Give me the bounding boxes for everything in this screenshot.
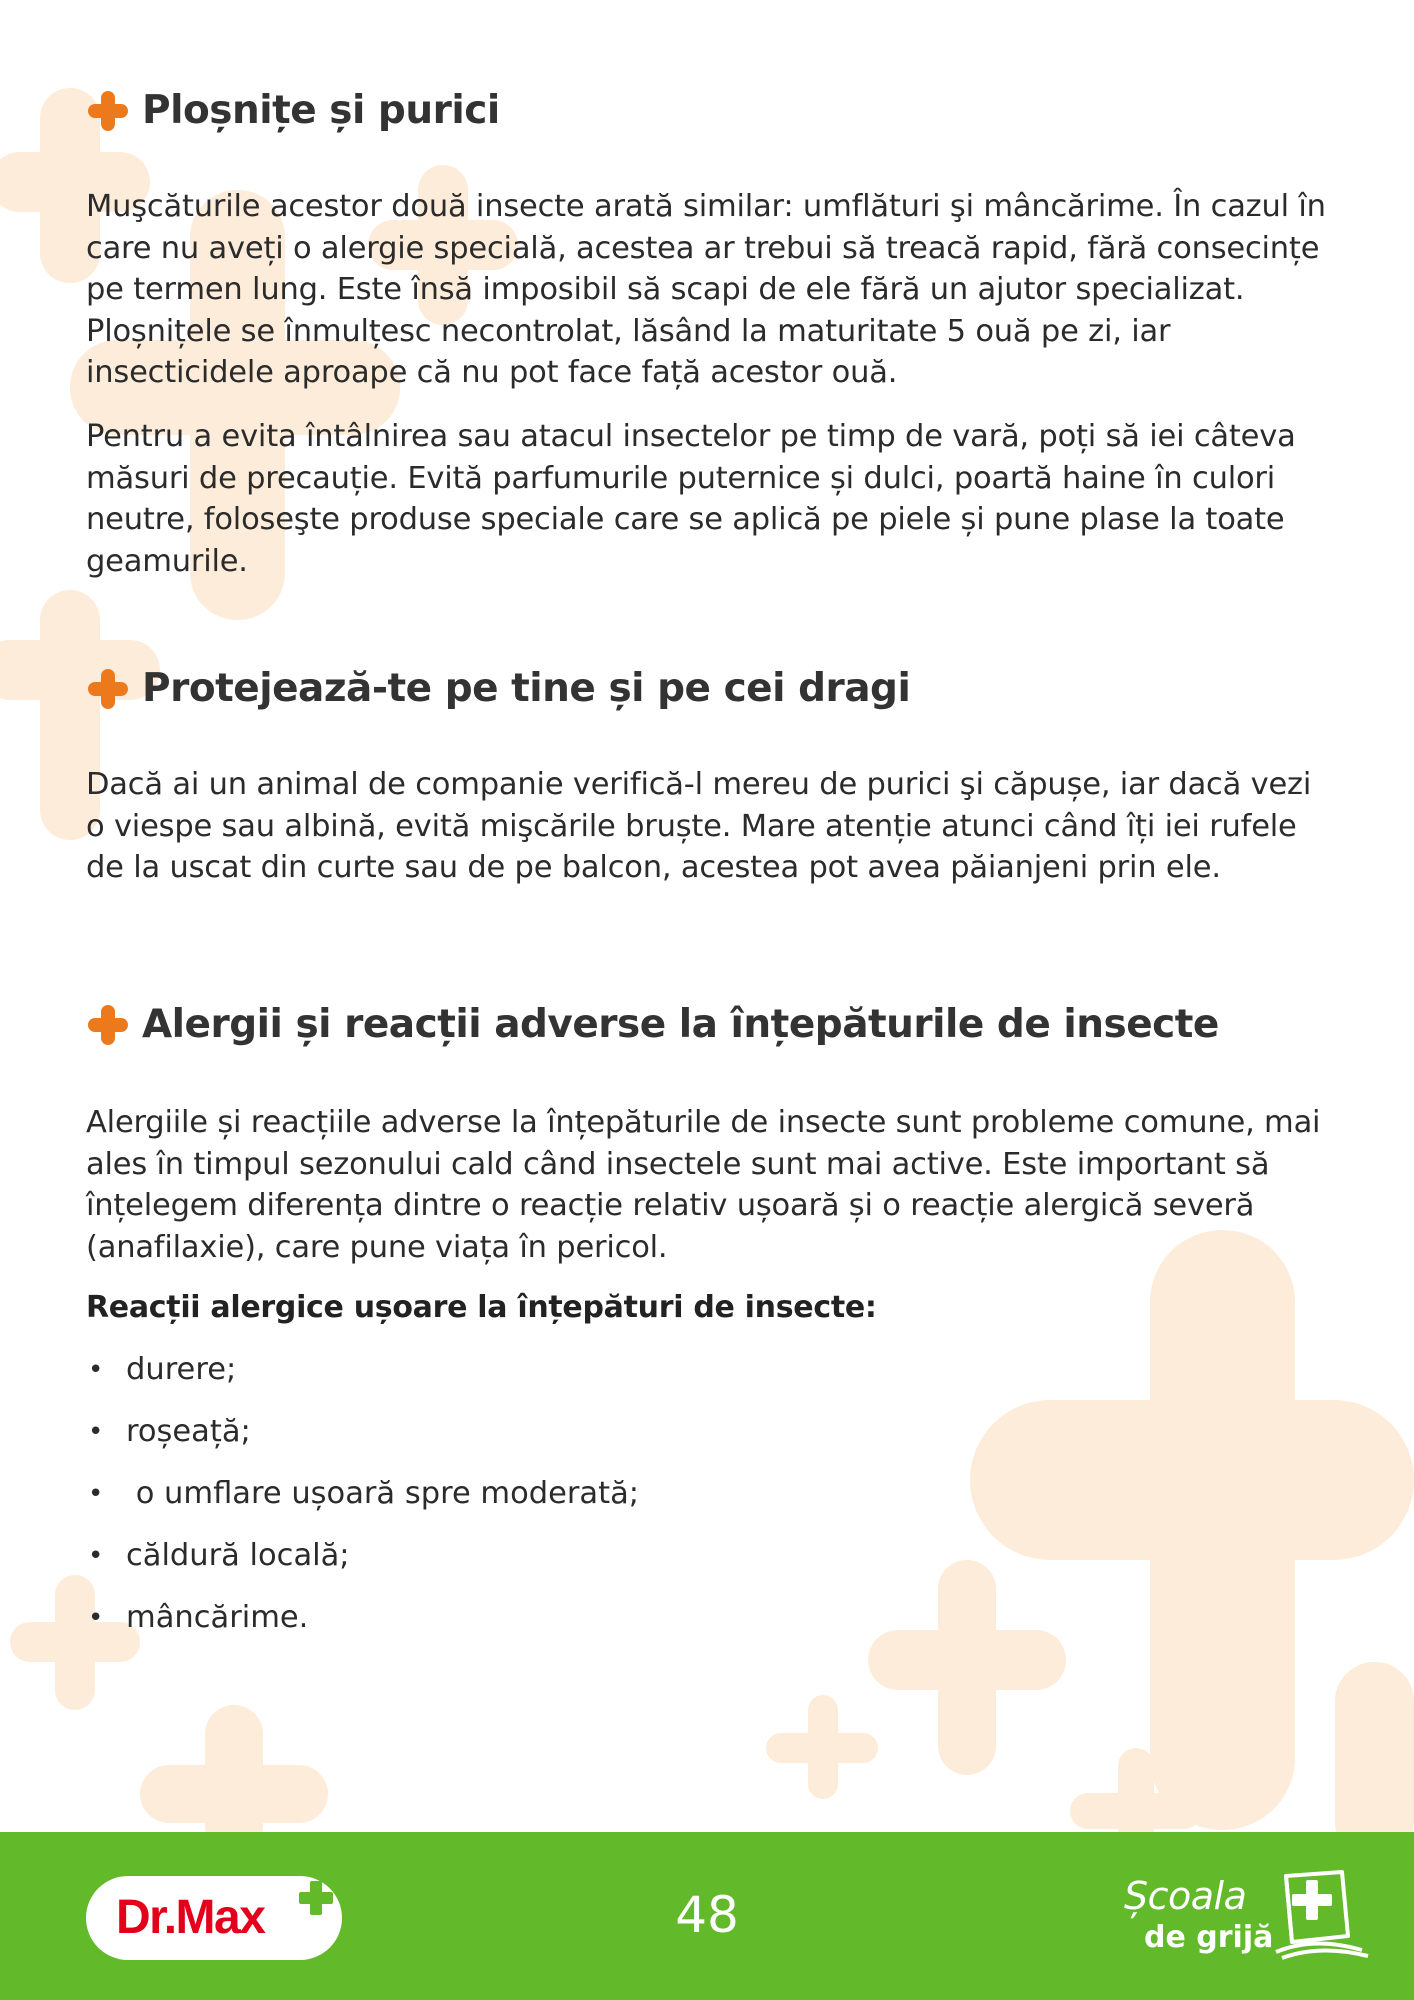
bullet-icon: •	[88, 1541, 104, 1571]
symptom-list	[86, 1348, 639, 1658]
bullet-icon: •	[88, 1603, 104, 1633]
list-item	[86, 1596, 639, 1658]
page-number: 48	[675, 1886, 739, 1944]
paragraph: Pentru a evita întâlnirea sau atacul insectelor pe timp de vară, poți să iei câteva măsuri de precauție. Evită parfumurile puternice și dulci, poartă haine în culori neutre, foloseşte produse speciale care se aplică pe piele și pune plase la toate geamurile.	[86, 419, 1296, 579]
list-item-text: roșeață;	[126, 1414, 251, 1449]
section-heading-alergii	[86, 1002, 1219, 1047]
section-heading-text: Alergii și reacții adverse la înțepăturile de insecte	[142, 1002, 1219, 1047]
section-heading-plosnite	[86, 88, 500, 133]
section-heading-text: Ploșnițe și purici	[142, 88, 500, 133]
paragraph: Dacă ai un animal de companie verifică-l mereu de purici şi căpușe, iar dacă vezi o viespe sau albină, evită mişcările bruște. Mare atenție atunci când îți iei rufele de la uscat din curte sau de pe balcon, acestea pot avea păianjeni prin ele.	[86, 767, 1312, 885]
plus-icon	[86, 1003, 130, 1047]
list-item	[86, 1534, 639, 1596]
list-item	[86, 1348, 639, 1410]
section-heading-protejeaza	[86, 666, 910, 711]
list-item-text: durere;	[126, 1352, 237, 1387]
list-item	[86, 1410, 639, 1472]
subheading: Reacții alergice ușoare la înțepături de insecte:	[86, 1290, 877, 1325]
drmax-logo[interactable]	[86, 1876, 342, 1960]
section-heading-text: Protejează-te pe tine și pe cei dragi	[142, 666, 911, 711]
logo-plus-icon	[296, 1878, 336, 1918]
paragraph: Muşcăturile acestor două insecte arată similar: umflături şi mâncărime. În cazul în care nu aveți o alergie specială, acestea ar trebui să treacă rapid, fără consecințe pe termen lung. Este însă imposibil să scapi de ele fără un ajutor specializat. Ploșnițele se înmulțesc necontrolat, lăsând la maturitate 5 ouă pe zi, iar insecticidele aproape că nu pot face față acestor ouă.	[86, 189, 1326, 390]
paragraph: Alergiile și reacțiile adverse la înțepăturile de insecte sunt probleme comune, mai ales în timpul sezonului cald când insectele sunt mai active. Este important să înțelegem diferența dintre o reacție relativ ușoară și o reacție alergică severă (anafilaxie), care pune viața în pericol.	[86, 1105, 1321, 1265]
list-item-text: o umflare ușoară spre moderată;	[126, 1476, 640, 1511]
bullet-icon: •	[88, 1479, 104, 1509]
logo-text: Dr.Max	[116, 1891, 265, 1944]
footer-bar	[0, 1832, 1414, 2000]
list-item-text: căldură locală;	[126, 1538, 350, 1573]
plus-icon	[86, 89, 130, 133]
bullet-icon: •	[88, 1355, 104, 1385]
plus-icon	[86, 667, 130, 711]
list-item	[86, 1472, 639, 1534]
notebook-icon	[1264, 1866, 1374, 1962]
brand-word-de-grija: de grijă	[1144, 1920, 1274, 1955]
brand-word-scoala: Școala	[1124, 1874, 1247, 1918]
bullet-icon: •	[88, 1417, 104, 1447]
list-item-text: mâncărime.	[126, 1600, 309, 1635]
